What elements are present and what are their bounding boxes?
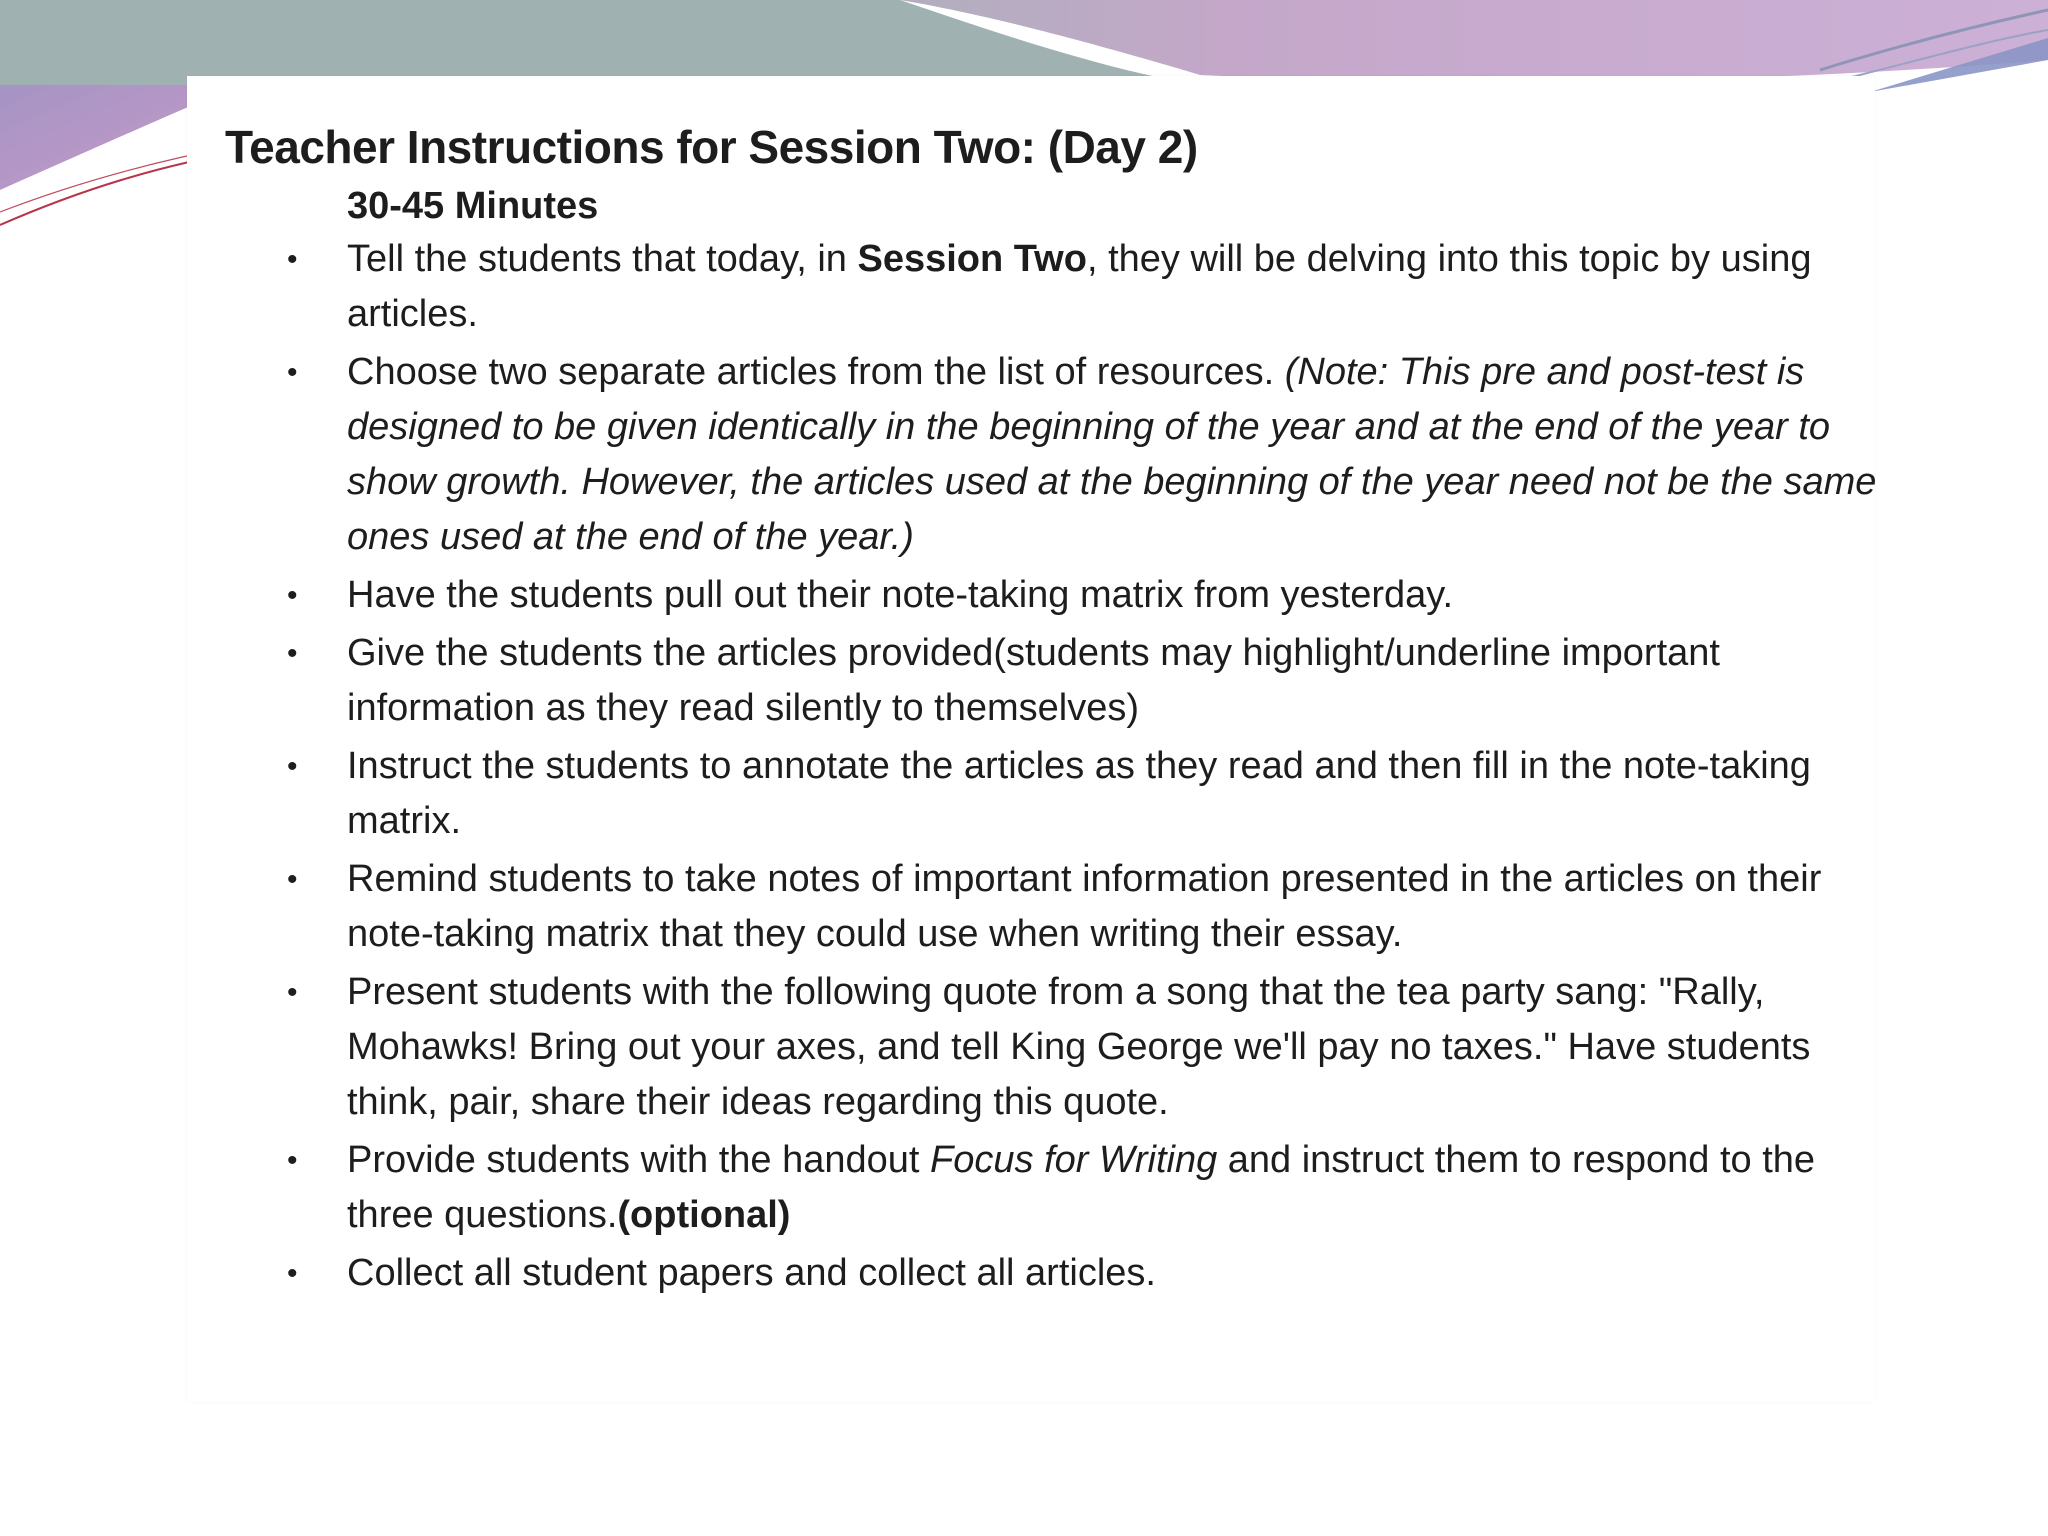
- step-text: Have the students pull out their note-taking matrix from yesterday.: [347, 574, 1454, 616]
- bullet-icon: •: [287, 863, 298, 896]
- bullet-icon: •: [287, 243, 298, 276]
- list-item: [225, 345, 1877, 565]
- step-text: , they will be delving into this topic by using articles.: [347, 238, 1812, 335]
- bullet-icon: •: [287, 976, 298, 1009]
- list-item: [225, 232, 1877, 342]
- step-text: Provide students with the handout: [347, 1139, 931, 1181]
- step-note-text: (Note: This pre and post-test is designed to be given identically in the beginning of the year and at the end of the year to show growth. However, the articles used at the beginning of the year need not be the same ones used at the end of the year.): [347, 351, 1877, 558]
- document-title: Teacher Instructions for Session Two: (Day 2): [225, 121, 1198, 173]
- list-item: [225, 1246, 1877, 1301]
- bullet-icon: •: [287, 356, 298, 389]
- list-item: [225, 739, 1877, 849]
- list-item: [225, 626, 1877, 736]
- step-text: Present students with the following quote from a song that the tea party sang: "Rally, Mohawks! Bring out your axes, and tell King George we'll pay no taxes." Have students think, pair, share their ideas regarding this quote.: [347, 971, 1811, 1123]
- list-item: [225, 1133, 1877, 1243]
- document-content: [225, 114, 1877, 1304]
- instruction-list: [225, 232, 1877, 1301]
- document-image: [187, 76, 1875, 1402]
- step-text: Collect all student papers and collect all articles.: [347, 1252, 1156, 1294]
- step-text: Tell the students that today, in: [347, 238, 858, 280]
- step-bold-text: Session Two: [857, 238, 1087, 280]
- list-item: [225, 568, 1877, 623]
- handout-title: Focus for Writing: [930, 1139, 1218, 1181]
- bullet-icon: •: [287, 1257, 298, 1290]
- list-item: [225, 852, 1877, 962]
- bullet-icon: •: [287, 637, 298, 670]
- step-text: Instruct the students to annotate the articles as they read and then fill in the note-taking matrix.: [347, 745, 1811, 842]
- list-item: [225, 965, 1877, 1130]
- bullet-icon: •: [287, 750, 298, 783]
- bullet-icon: •: [287, 579, 298, 612]
- optional-label: (optional): [617, 1194, 791, 1236]
- session-duration: 30-45 Minutes: [347, 185, 599, 227]
- step-text: Give the students the articles provided(students may highlight/underline important information as they read silently to themselves): [347, 632, 1720, 729]
- bullet-icon: •: [287, 1144, 298, 1177]
- step-text: and instruct them to respond to the three questions.: [347, 1139, 1816, 1236]
- step-text: Choose two separate articles from the list of resources.: [347, 351, 1285, 393]
- step-text: Remind students to take notes of important information presented in the articles on their note-taking matrix that they could use when writing their essay.: [347, 858, 1822, 955]
